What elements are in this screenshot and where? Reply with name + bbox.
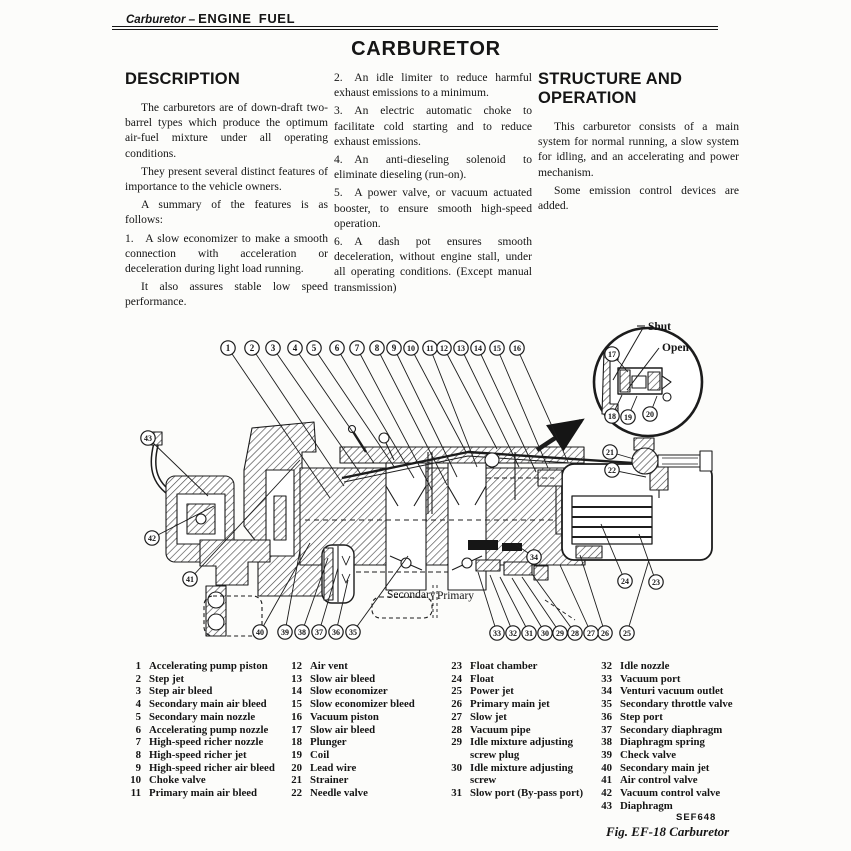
parts-legend-item	[126, 724, 286, 737]
part-label: Vacuum piston	[310, 710, 379, 723]
inset-arrow	[537, 421, 581, 450]
parts-legend-item	[447, 736, 589, 761]
part-label: Power jet	[470, 685, 514, 698]
part-number: 13	[291, 672, 302, 685]
part-label: Idle mixture adjusting screw plug	[470, 736, 573, 761]
part-label: Check valve	[620, 748, 677, 761]
body-paragraph: 4. An anti-dieseling solenoid to eliminate dieseling (run-on).	[334, 153, 532, 182]
part-number: 4	[135, 698, 141, 711]
svg-text:21: 21	[606, 447, 614, 457]
part-number: 33	[601, 672, 612, 685]
parts-legend-item	[287, 724, 439, 737]
body-paragraph: The carburetors are of down-draft two-barrel types which produce the optimum air-fuel mixture under all operating conditions.	[125, 101, 328, 160]
svg-text:12: 12	[440, 343, 448, 353]
svg-text:40: 40	[256, 627, 264, 637]
part-number: 41	[601, 774, 612, 787]
svg-text:41: 41	[186, 574, 194, 584]
svg-text:1: 1	[225, 343, 231, 354]
parts-legend-item	[447, 711, 589, 724]
description-heading: DESCRIPTION	[125, 70, 240, 88]
parts-legend-column-1	[126, 660, 286, 800]
part-label: Air vent	[310, 660, 348, 672]
body-paragraph: They present several distinct features of importance to the vehicle owners.	[125, 164, 328, 194]
part-label: Secondary main nozzle	[149, 710, 256, 723]
figure-callout-21	[603, 445, 634, 459]
svg-text:13: 13	[457, 343, 465, 353]
part-number: 15	[291, 698, 302, 711]
parts-legend-item	[126, 673, 286, 686]
svg-text:39: 39	[281, 627, 289, 637]
parts-legend-item	[597, 698, 747, 711]
part-number: 31	[451, 787, 462, 800]
part-label: High-speed richer nozzle	[149, 736, 264, 749]
body-paragraph: 3. An electric automatic choke to facilitate cold starting and to reduce exhaust emissions.	[334, 104, 532, 148]
svg-text:43: 43	[144, 433, 152, 443]
part-number: 25	[451, 685, 462, 698]
figure-callout-12	[437, 341, 497, 449]
part-number: 7	[135, 736, 141, 749]
part-label: Accelerating pump piston	[149, 660, 268, 672]
svg-text:17: 17	[608, 349, 616, 359]
part-number: 28	[451, 723, 462, 736]
svg-text:6: 6	[334, 343, 340, 354]
body-paragraph: Some emission control devices are added.	[538, 183, 739, 213]
parts-legend-item	[126, 698, 286, 711]
svg-text:37: 37	[315, 627, 323, 637]
body-paragraph: 1. A slow economizer to make a smooth connection with acceleration or deceleration during light load running.	[125, 231, 328, 276]
part-number: 40	[601, 761, 612, 774]
svg-text:22: 22	[608, 465, 616, 475]
parts-legend-item	[287, 787, 439, 800]
part-label: Slow air bleed	[310, 672, 376, 685]
part-number: 5	[135, 710, 141, 723]
svg-text:36: 36	[332, 627, 340, 637]
label-primary: Primary	[437, 590, 475, 602]
parts-legend-column-3	[447, 660, 589, 800]
part-label: Float chamber	[470, 660, 538, 672]
parts-legend-item	[126, 685, 286, 698]
part-label: Plunger	[310, 736, 347, 749]
parts-legend-item	[126, 787, 286, 800]
part-number: 27	[451, 710, 462, 723]
part-label: Primary main jet	[470, 698, 550, 711]
part-label: Slow air bleed	[310, 723, 376, 736]
part-label: Slow economizer	[310, 685, 388, 698]
svg-text:31: 31	[525, 628, 533, 638]
structure-heading: STRUCTURE AND OPERATION	[538, 70, 683, 107]
part-label: Secondary main air bleed	[149, 698, 267, 711]
body-paragraph: It also assures stable low speed performance.	[125, 280, 328, 309]
part-label: High-speed richer air bleed	[149, 761, 275, 774]
part-label: Secondary throttle valve	[620, 698, 733, 711]
parts-legend-item	[447, 685, 589, 698]
svg-text:5: 5	[311, 343, 317, 354]
parts-legend-item	[597, 762, 747, 775]
part-number: 21	[291, 774, 302, 787]
svg-text:8: 8	[374, 343, 380, 354]
svg-text:9: 9	[391, 343, 397, 354]
part-label: Air control valve	[620, 774, 698, 787]
svg-text:19: 19	[624, 412, 632, 422]
svg-text:33: 33	[493, 628, 501, 638]
part-number: 29	[451, 736, 462, 749]
part-label: Accelerating pump nozzle	[149, 723, 269, 736]
svg-text:35: 35	[349, 627, 357, 637]
part-label: Lead wire	[310, 761, 357, 774]
part-label: Diaphragm spring	[620, 736, 705, 749]
parts-legend-item	[287, 673, 439, 686]
header-dash: –	[188, 12, 196, 26]
svg-text:32: 32	[509, 628, 517, 638]
svg-text:20: 20	[646, 409, 654, 419]
parts-legend-item	[287, 749, 439, 762]
parts-legend-item	[597, 787, 747, 800]
parts-legend-item	[287, 685, 439, 698]
svg-text:18: 18	[608, 411, 616, 421]
part-label: Float	[470, 672, 494, 685]
part-label: Slow economizer bleed	[310, 698, 415, 711]
svg-text:23: 23	[652, 577, 660, 587]
part-label: Vacuum port	[620, 672, 681, 685]
header-title: ENGINE FUEL	[198, 11, 296, 26]
parts-legend-item	[447, 724, 589, 737]
parts-legend-item	[287, 711, 439, 724]
parts-legend-item	[597, 774, 747, 787]
parts-legend-item	[597, 685, 747, 698]
part-number: 30	[451, 761, 462, 774]
parts-legend-item	[126, 711, 286, 724]
figure-caption: Fig. EF-18 Carburetor	[606, 824, 730, 839]
part-label: Idle nozzle	[620, 660, 670, 672]
body-paragraph: A summary of the features is as follows:	[125, 198, 328, 227]
label-secondary: Secondary	[387, 589, 436, 601]
part-number: 6	[135, 723, 141, 736]
parts-legend-item	[447, 787, 589, 800]
header-section-label: Carburetor	[126, 14, 186, 26]
part-label: Secondary diaphragm	[620, 723, 723, 736]
svg-text:7: 7	[354, 343, 360, 354]
svg-text:2: 2	[249, 343, 255, 354]
body-paragraph: 6. A dash pot ensures smooth deceleration, without engine stall, under all operating conditions. (Except manual transmission)	[334, 235, 532, 294]
part-label: High-speed richer jet	[149, 748, 247, 761]
parts-legend-item	[126, 660, 286, 673]
figure-callout-16	[510, 341, 568, 462]
svg-text:14: 14	[474, 343, 482, 353]
part-number: 10	[130, 774, 141, 787]
parts-legend-item	[287, 736, 439, 749]
parts-legend-item	[126, 762, 286, 775]
part-number: 16	[291, 710, 302, 723]
part-number: 8	[135, 748, 141, 761]
body-paragraph: This carburetor consists of a main system for normal running, a slow system for idling, and an accelerating and power mechanism.	[538, 120, 739, 179]
parts-legend-item	[287, 774, 439, 787]
part-number: 3	[135, 685, 141, 698]
part-label: Slow port (By-pass port)	[470, 787, 584, 800]
svg-text:15: 15	[493, 343, 501, 353]
part-label: Secondary main jet	[620, 761, 710, 774]
parts-legend-item	[597, 736, 747, 749]
svg-text:24: 24	[621, 576, 629, 586]
parts-legend-column-2	[287, 660, 439, 800]
svg-text:28: 28	[571, 628, 579, 638]
svg-text:29: 29	[556, 628, 564, 638]
part-number: 19	[291, 748, 302, 761]
part-number: 34	[601, 685, 612, 698]
svg-text:11: 11	[426, 343, 434, 353]
part-number: 14	[291, 685, 302, 698]
part-label: Needle valve	[310, 787, 368, 800]
parts-legend-column-4	[597, 660, 747, 812]
part-label: Step air bleed	[149, 685, 213, 698]
part-label: Choke valve	[149, 774, 206, 787]
parts-legend-item	[597, 749, 747, 762]
svg-text:30: 30	[541, 628, 549, 638]
part-number: 43	[601, 799, 612, 812]
part-label: Step jet	[149, 672, 185, 685]
part-number: 18	[291, 736, 302, 749]
parts-legend-item	[126, 774, 286, 787]
part-label: Primary main air bleed	[149, 787, 258, 800]
part-label: Venturi vacuum outlet	[620, 685, 724, 698]
part-number: 38	[601, 736, 612, 749]
svg-text:38: 38	[298, 627, 306, 637]
part-label: Vacuum pipe	[470, 723, 531, 736]
part-number: 22	[291, 787, 302, 800]
page-title: CARBURETOR	[351, 38, 501, 60]
float-chamber	[556, 464, 712, 560]
figure-callout-25	[620, 560, 649, 640]
part-number: 37	[601, 723, 612, 736]
part-number: 9	[135, 761, 141, 774]
part-label: Step port	[620, 710, 663, 723]
part-number: 24	[451, 672, 462, 685]
parts-legend-item	[597, 660, 747, 673]
parts-legend-item	[447, 673, 589, 686]
label-shut: Shut	[648, 321, 672, 333]
body-paragraph: 2. An idle limiter to reduce harmful exhaust emissions to a minimum.	[334, 71, 532, 100]
svg-text:16: 16	[513, 343, 521, 353]
part-number: 1	[135, 660, 141, 672]
svg-text:25: 25	[623, 628, 631, 638]
svg-text:3: 3	[270, 343, 276, 354]
part-label: Slow jet	[470, 710, 507, 723]
part-number: 23	[451, 660, 462, 672]
svg-text:26: 26	[601, 628, 609, 638]
figure-callout-10	[404, 341, 466, 452]
part-number: 36	[601, 710, 612, 723]
part-label: Coil	[310, 748, 330, 761]
parts-legend-item	[597, 711, 747, 724]
part-number: 42	[601, 787, 612, 800]
parts-legend-item	[126, 736, 286, 749]
part-number: 2	[135, 672, 141, 685]
parts-legend-item	[447, 762, 589, 787]
parts-legend-item	[597, 800, 747, 813]
figure-code: SEF648	[676, 812, 717, 823]
body-paragraph: 5. A power valve, or vacuum actuated booster, to ensure smooth high-speed operation.	[334, 186, 532, 230]
svg-text:4: 4	[292, 343, 298, 354]
svg-text:34: 34	[530, 552, 538, 562]
parts-legend-item	[287, 698, 439, 711]
part-label: Strainer	[310, 774, 349, 787]
svg-text:10: 10	[407, 343, 415, 353]
parts-legend-item	[447, 660, 589, 673]
label-open: Open	[662, 342, 689, 354]
part-number: 32	[601, 660, 612, 672]
parts-legend-item	[447, 698, 589, 711]
part-number: 35	[601, 698, 612, 711]
part-number: 26	[451, 698, 462, 711]
part-number: 11	[130, 787, 141, 800]
part-number: 39	[601, 748, 612, 761]
part-number: 17	[291, 723, 302, 736]
parts-legend-item	[126, 749, 286, 762]
parts-legend-item	[597, 724, 747, 737]
part-label: Idle mixture adjusting screw	[470, 761, 573, 787]
part-number: 20	[291, 761, 302, 774]
svg-text:27: 27	[587, 628, 595, 638]
part-number: 12	[291, 660, 302, 672]
parts-legend-item	[597, 673, 747, 686]
parts-legend-item	[287, 660, 439, 673]
part-label: Vacuum control valve	[620, 787, 721, 800]
svg-text:42: 42	[148, 533, 156, 543]
parts-legend-item	[287, 762, 439, 775]
part-label: Diaphragm	[620, 799, 673, 812]
